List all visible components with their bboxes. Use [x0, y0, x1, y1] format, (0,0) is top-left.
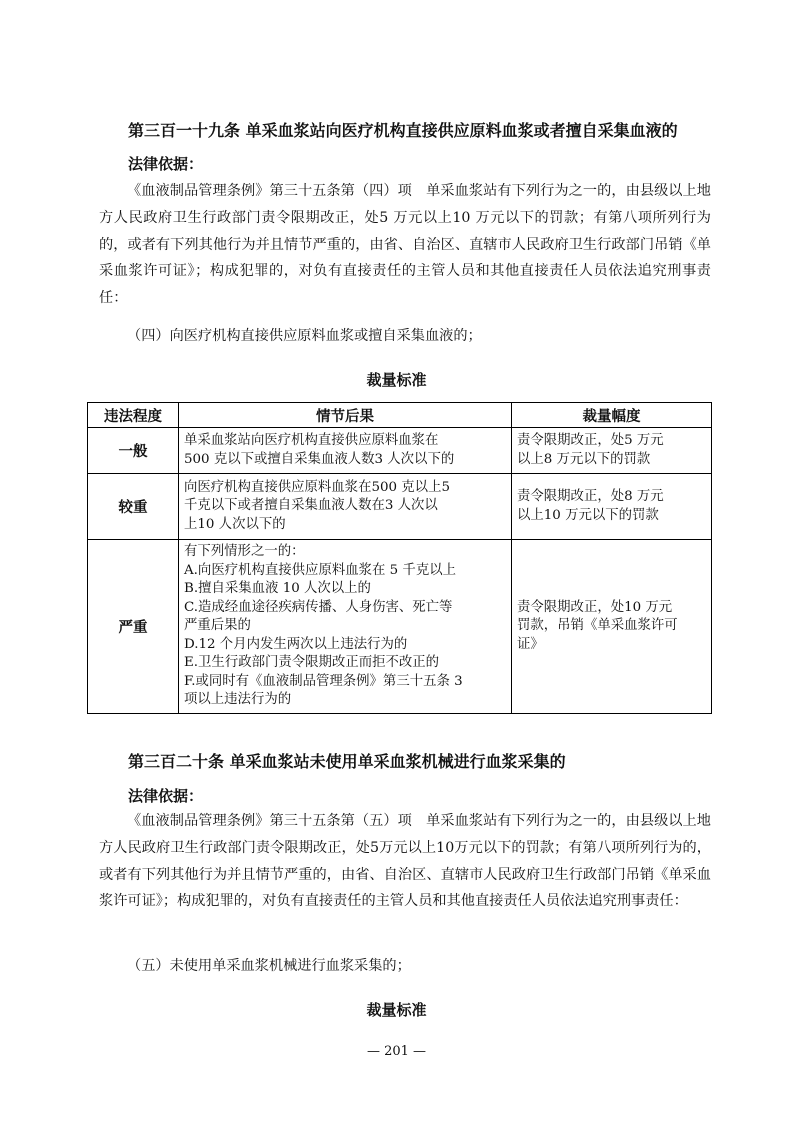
text-line: B.擅自采集血液 10 人次以上的 — [184, 581, 371, 597]
text-line: 责令限期改正，处5 万元 — [517, 433, 664, 448]
text-line: 证》 — [517, 636, 544, 652]
legal-basis-text: 《血液制品管理条例》第三十五条第（四）项 单采血浆站有下列行为之一的，由县级以上地方人民政府卫生行政部门责令限期改正，处5 万元以上10 万元以下的罚款；有第八项所列行为的，或者有下列其他行为并且情节严重的，由省、自治区、直辖市人民政府卫生行政部门吊销《单采血浆许可证》；构成犯罪的，对负有直接责任的主管人员和其他直接责任人员依法追究刑事责任： — [99, 183, 711, 307]
discretion-standard-table — [87, 402, 712, 714]
text-line: 向医疗机构直接供应原料血浆在500 克以上5 — [184, 479, 450, 495]
legal-basis-label: 法律依据： — [128, 155, 204, 173]
circumstances-cell — [179, 428, 512, 474]
text-line: 严重后果的 — [184, 618, 251, 634]
table-row — [88, 474, 712, 540]
legal-basis-item: （五）未使用单采血浆机械进行血浆采集的； — [127, 958, 411, 974]
text-line: 以上8 万元以下的罚款 — [517, 451, 651, 467]
text-line: 责令限期改正，处10 万元 — [517, 599, 673, 615]
header-severity: 违法程度 — [88, 403, 179, 428]
table-header-row — [88, 403, 712, 428]
table-row — [88, 540, 712, 714]
text-line: 以上10 万元以下的罚款 — [517, 507, 659, 523]
article-319-title: 第三百一十九条 单采血浆站向医疗机构直接供应原料血浆或者擅自采集血液的 — [128, 121, 678, 140]
text-line: F.或同时有《血液制品管理条例》第三十五条 3 — [184, 673, 463, 689]
severity-cell: 较重 — [88, 474, 179, 540]
legal-basis-text: 《血液制品管理条例》第三十五条第（五）项 单采血浆站有下列行为之一的，由县级以上地方人民政府卫生行政部门责令限期改正，处5万元以上10万元以下的罚款；有第八项所列行为的，或者有下列其他行为并且情节严重的，由省、自治区、直辖市人民政府卫生行政部门吊销《单采血浆许可证》；构成犯罪的，对负有直接责任的主管人员和其他直接责任人员依法追究刑事责任： — [99, 813, 711, 910]
text-line: C.造成经血途径疾病传播、人身伤害、死亡等 — [184, 599, 453, 615]
penalty-cell — [512, 474, 712, 540]
header-penalty-range: 裁量幅度 — [512, 403, 712, 428]
text-line: 项以上违法行为的 — [184, 692, 292, 708]
text-line: 千克以下或者擅自采集血液人数在3 人次以 — [184, 498, 438, 514]
text-line: E.卫生行政部门责令限期改正而拒不改正的 — [184, 655, 440, 671]
text-line: 上10 人次以下的 — [184, 516, 286, 532]
text-line: 500 克以下或擅自采集血液人数3 人次以下的 — [184, 451, 455, 467]
discretion-standard-heading: 裁量标准 — [366, 371, 427, 389]
text-line: D.12 个月内发生两次以上违法行为的 — [184, 636, 408, 652]
discretion-standard-heading: 裁量标准 — [366, 1001, 427, 1019]
text-line: 责令限期改正，处8 万元 — [517, 489, 664, 504]
legal-basis-item: （四）向医疗机构直接供应原料血浆或擅自采集血液的； — [127, 328, 482, 344]
text-line: 有下列情形之一的： — [184, 544, 305, 560]
legal-basis-label: 法律依据： — [128, 787, 204, 805]
circumstances-cell — [179, 540, 512, 714]
page-number: — 201 — — [366, 1044, 427, 1059]
circumstances-cell — [179, 474, 512, 540]
penalty-cell — [512, 428, 712, 474]
header-circumstances: 情节后果 — [179, 403, 512, 428]
text-line: A.向医疗机构直接供应原料血浆在 5 千克以上 — [184, 562, 456, 578]
severity-cell: 严重 — [88, 540, 179, 714]
text-line: 单采血浆站向医疗机构直接供应原料血浆在 — [184, 433, 439, 448]
table-row — [88, 428, 712, 474]
article-320-title: 第三百二十条 单采血浆站未使用单采血浆机械进行血浆采集的 — [128, 752, 566, 771]
penalty-cell — [512, 540, 712, 714]
text-line: 罚款，吊销《单采血浆许可 — [517, 618, 678, 634]
severity-cell: 一般 — [88, 428, 179, 474]
